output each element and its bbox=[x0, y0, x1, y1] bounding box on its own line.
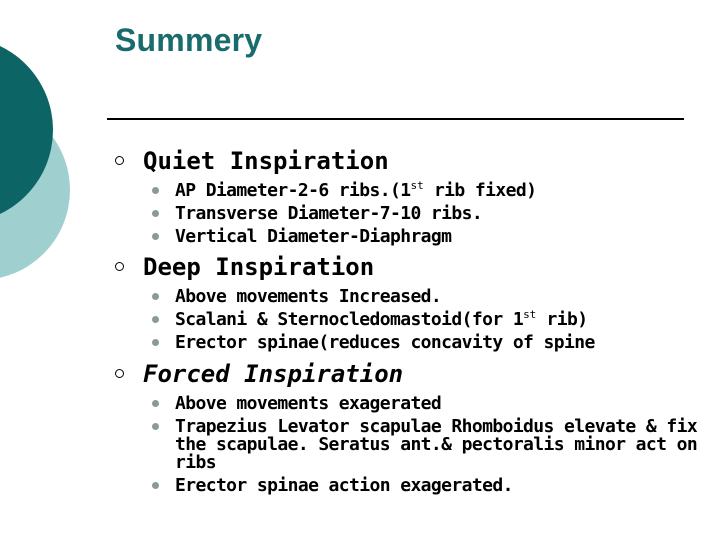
title-divider bbox=[107, 118, 684, 120]
section-deep-inspiration bbox=[112, 251, 712, 352]
list-item: Transverse Diameter-7-10 ribs. bbox=[112, 205, 712, 223]
list-item: Erector spinae(reduces concavity of spine bbox=[112, 334, 712, 352]
ring-bullet-icon bbox=[115, 262, 124, 271]
list-item: AP Diameter-2-6 ribs.(1st rib fixed) bbox=[112, 182, 712, 200]
dot-bullet-icon bbox=[152, 482, 159, 489]
list-item: Above movements exagerated bbox=[112, 395, 712, 413]
list-item: Above movements Increased. bbox=[112, 288, 712, 306]
decorative-circles bbox=[0, 0, 120, 300]
dot-bullet-icon bbox=[152, 400, 159, 407]
section-quiet-inspiration bbox=[112, 145, 712, 246]
dot-bullet-icon bbox=[152, 293, 159, 300]
section-forced-inspiration bbox=[112, 358, 712, 495]
bullet-list bbox=[112, 145, 712, 500]
section-heading: Deep Inspiration bbox=[112, 251, 712, 283]
dot-bullet-icon bbox=[152, 423, 159, 430]
list-item: Vertical Diameter-Diaphragm bbox=[112, 228, 712, 246]
dot-bullet-icon bbox=[152, 233, 159, 240]
ring-bullet-icon bbox=[115, 369, 124, 378]
list-item: Erector spinae action exagerated. bbox=[112, 477, 712, 495]
dot-bullet-icon bbox=[152, 187, 159, 194]
section-heading: Forced Inspiration bbox=[112, 358, 712, 390]
dot-bullet-icon bbox=[152, 210, 159, 217]
dot-bullet-icon bbox=[152, 316, 159, 323]
ring-bullet-icon bbox=[115, 156, 124, 165]
section-heading: Quiet Inspiration bbox=[112, 145, 712, 177]
slide-title: Summery bbox=[115, 22, 263, 58]
dot-bullet-icon bbox=[152, 339, 159, 346]
list-item: Trapezius Levator scapulae Rhomboidus elevate & fix the scapulae. Seratus ant.& pectoralis minor act on ribs bbox=[112, 418, 712, 472]
list-item: Scalani & Sternocledomastoid(for 1st rib) bbox=[112, 311, 712, 329]
